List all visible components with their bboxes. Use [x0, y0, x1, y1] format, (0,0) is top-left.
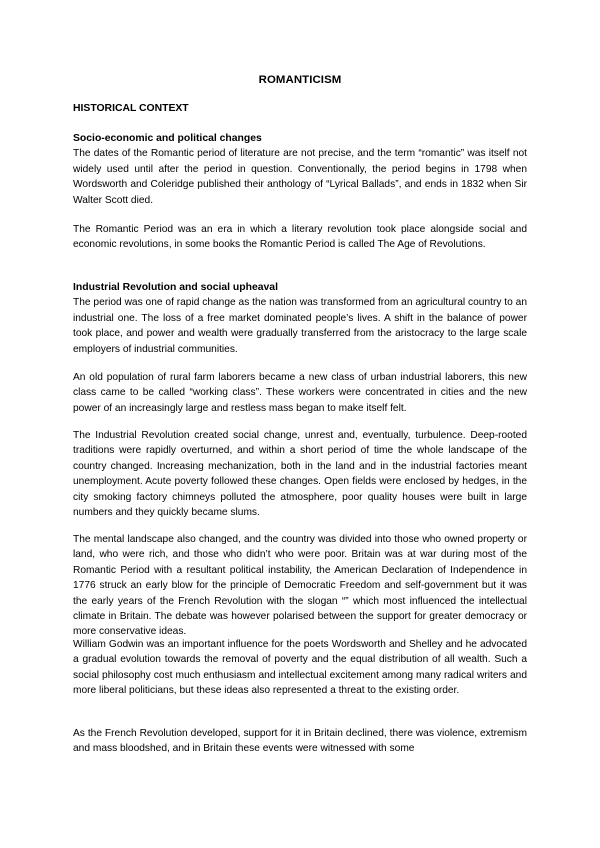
paragraph: The dates of the Romantic period of literature are not precise, and the term “romantic” was itself not widely used until after the period in question. Conventionally, the period begins in 1798 when Wordsworth and Coleridge published their anthology of “Lyrical Ballads”, and ends in 1832 when Sir Walter Scott died.	[73, 148, 527, 206]
paragraph: An old population of rural farm laborers became a new class of urban industrial laborers, this new class came to be called “working class”. These workers were concentrated in cities and the new power of an increasingly large and restless mass began to make itself felt.	[73, 372, 527, 414]
paragraph: The period was one of rapid change as the nation was transformed from an agricultural country to an industrial one. The loss of a free market dominated people’s lives. A shift in the balance of power took place, and power and wealth were gradually transferred from the aristocracy to the large scale employers of industrial communities.	[73, 297, 527, 355]
section-heading: HISTORICAL CONTEXT	[73, 103, 189, 114]
paragraph: The mental landscape also changed, and the country was divided into those who owned property or land, who were rich, and those who didn’t who were poor. Britain was at war during most of the Romantic Period with a resultant political instability, the American Declaration of Independence in 1776 struck an early blow for the principle of Democratic Freedom and self-government but it was the early years of the French Revolution with the slogan “” which most influenced the intellectual climate in Britain. The debate was however polarised between the support for greater democracy or more conservative ideas.	[73, 534, 527, 638]
paragraph-block	[73, 222, 527, 253]
subsection-heading: Industrial Revolution and social upheaval	[73, 282, 278, 293]
paragraph: The Romantic Period was an era in which a literary revolution took place alongside social and economic revolutions, in some books the Romantic Period is called The Age of Revolutions.	[73, 224, 527, 251]
subsection-socio-economic	[73, 131, 527, 208]
paragraph-block	[73, 428, 527, 520]
page-title: ROMANTICISM	[258, 74, 342, 86]
paragraph-block	[73, 532, 527, 640]
subsection-industrial-revolution	[73, 280, 527, 357]
paragraph: The Industrial Revolution created social change, unrest and, eventually, turbulence. Deep-rooted traditions were rapidly overturned, and within a short period of time the whole landscape of the country changed. Increasing mechanization, both in the land and in the industrial factories meant unemployment. Acute poverty followed these changes. Open fields were enclosed by hedges, in the city smoking factory chimneys polluted the atmosphere, poor quality houses were built in large numbers and they quickly became slums.	[73, 430, 527, 519]
paragraph-block	[73, 726, 527, 757]
paragraph: William Godwin was an important influence for the poets Wordsworth and Shelley and he advocated a gradual evolution towards the removal of poverty and the equal distribution of all wealth. Such a social philosophy cost much enthusiasm and intellectual excitement among many radical writers and more liberal politicians, but these ideas also represented a threat to the existing order.	[73, 639, 527, 697]
paragraph: As the French Revolution developed, support for it in Britain declined, there was violence, extremism and mass bloodshed, and in Britain these events were witnessed with some	[73, 728, 527, 755]
paragraph-block	[73, 370, 527, 416]
subsection-heading: Socio-economic and political changes	[73, 133, 262, 144]
paragraph-block	[73, 637, 527, 699]
